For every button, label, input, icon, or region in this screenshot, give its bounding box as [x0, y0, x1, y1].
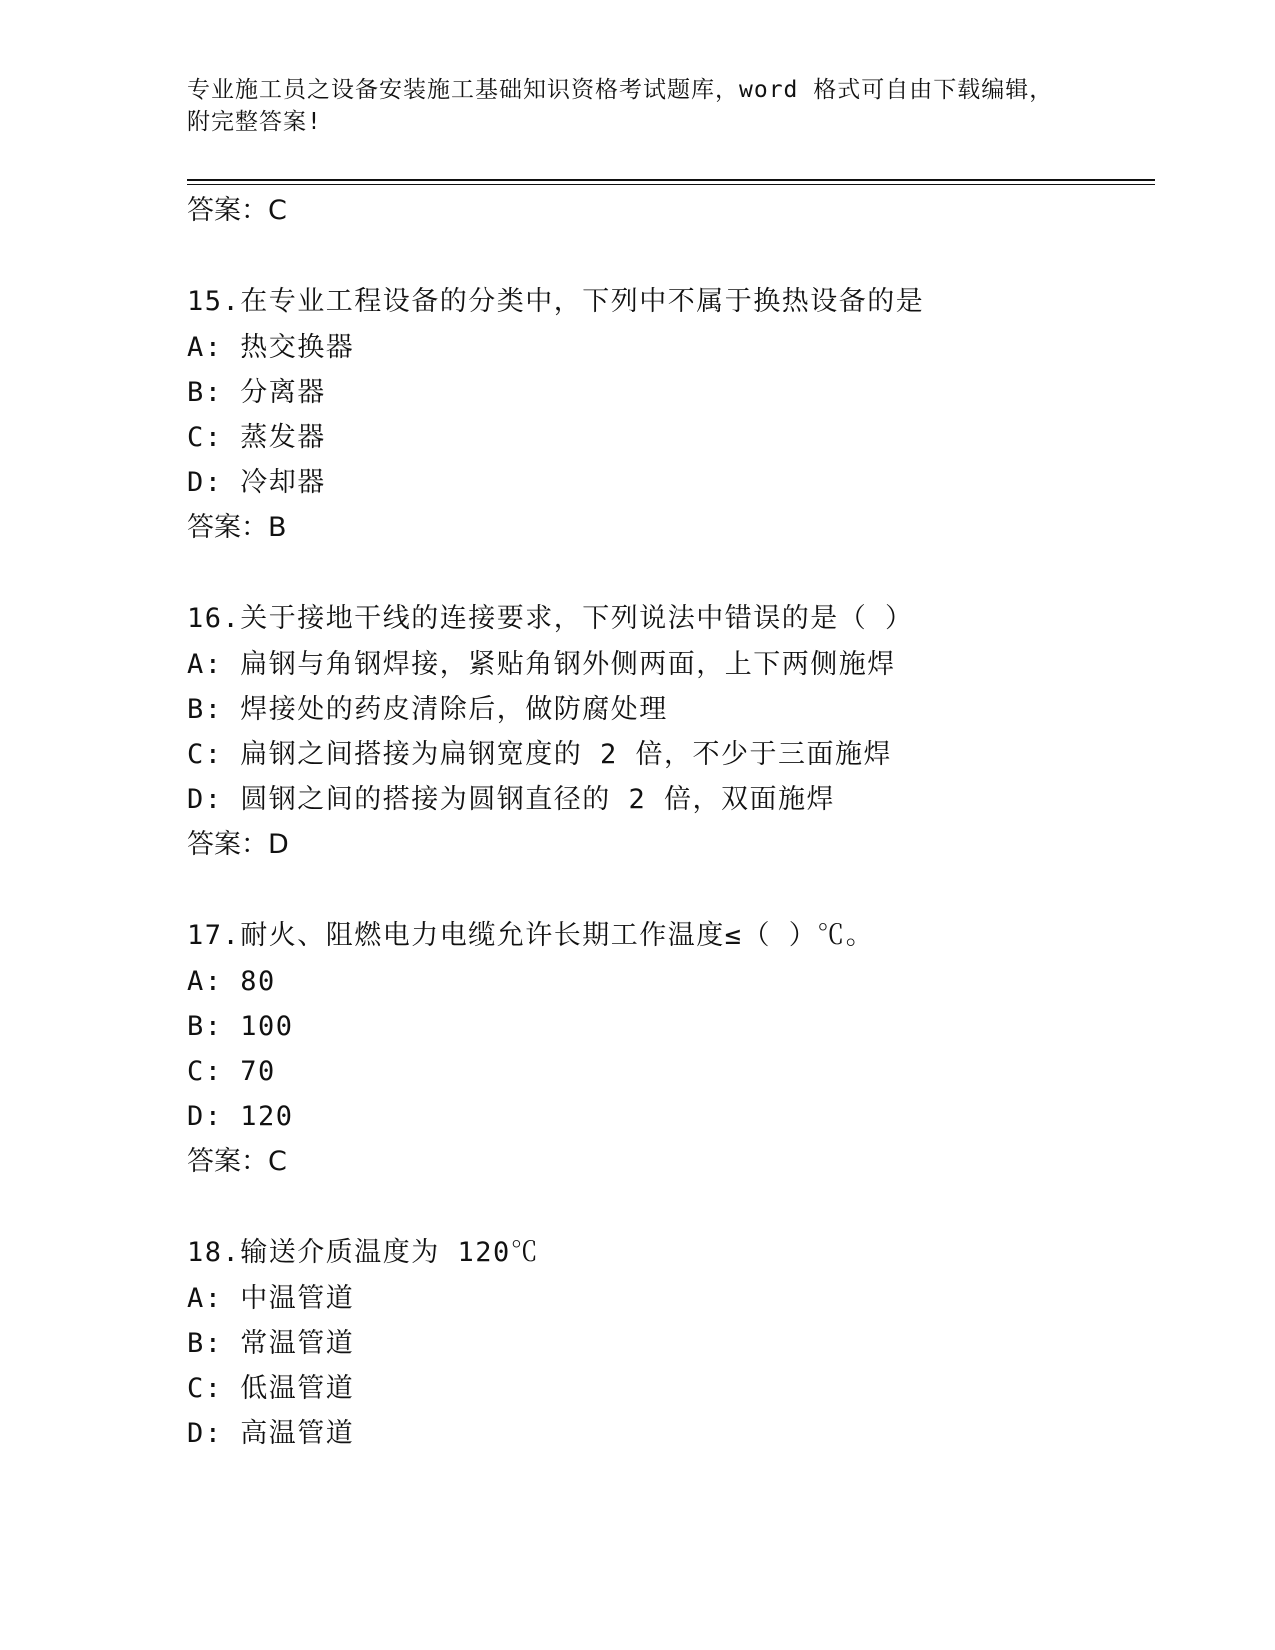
question-list — [187, 188, 1155, 1456]
option-a: A: 中温管道 — [187, 1283, 355, 1314]
spacer — [187, 1185, 1155, 1230]
question-text: 16.关于接地干线的连接要求，下列说法中错误的是（ ） — [187, 603, 914, 634]
option-b: B: 100 — [187, 1011, 294, 1042]
option-a: A: 80 — [187, 966, 276, 997]
question-text: 15.在专业工程设备的分类中，下列中不属于换热设备的是 — [187, 286, 925, 317]
answer-line: 答案：D — [187, 829, 289, 860]
option-a: A: 热交换器 — [187, 332, 355, 363]
previous-answer: 答案：C — [187, 195, 287, 226]
option-d: D: 圆钢之间的搭接为圆钢直径的 2 倍，双面施焊 — [187, 784, 836, 815]
question-block-15 — [187, 279, 1155, 551]
option-c: C: 扁钢之间搭接为扁钢宽度的 2 倍，不少于三面施焊 — [187, 739, 893, 770]
question-block-17 — [187, 913, 1155, 1185]
option-d: D: 120 — [187, 1101, 294, 1132]
spacer — [187, 551, 1155, 596]
question-block-16 — [187, 596, 1155, 868]
header-rule-thin — [187, 184, 1155, 185]
option-b: B: 焊接处的药皮清除后，做防腐处理 — [187, 694, 668, 725]
option-b: B: 分离器 — [187, 377, 326, 408]
spacer — [187, 868, 1155, 913]
header-line-2: 附完整答案! — [187, 109, 322, 135]
answer-line: 答案：B — [187, 512, 287, 543]
header-line-1: 专业施工员之设备安装施工基础知识资格考试题库，word 格式可自由下载编辑， — [187, 77, 1054, 103]
question-text: 18.输送介质温度为 120℃ — [187, 1237, 540, 1268]
option-a: A: 扁钢与角钢焊接，紧贴角钢外侧两面，上下两侧施焊 — [187, 649, 896, 680]
option-c: C: 低温管道 — [187, 1373, 355, 1404]
header-rule-thick — [187, 179, 1155, 181]
document-header — [187, 74, 1087, 138]
spacer — [187, 234, 1155, 279]
option-c: C: 70 — [187, 1056, 276, 1087]
answer-line: 答案：C — [187, 1146, 287, 1177]
option-d: D: 冷却器 — [187, 467, 326, 498]
option-c: C: 蒸发器 — [187, 422, 326, 453]
option-b: B: 常温管道 — [187, 1328, 355, 1359]
option-d: D: 高温管道 — [187, 1418, 355, 1449]
question-block-18 — [187, 1230, 1155, 1456]
question-text: 17.耐火、阻燃电力电缆允许长期工作温度≤（ ）℃。 — [187, 920, 875, 951]
